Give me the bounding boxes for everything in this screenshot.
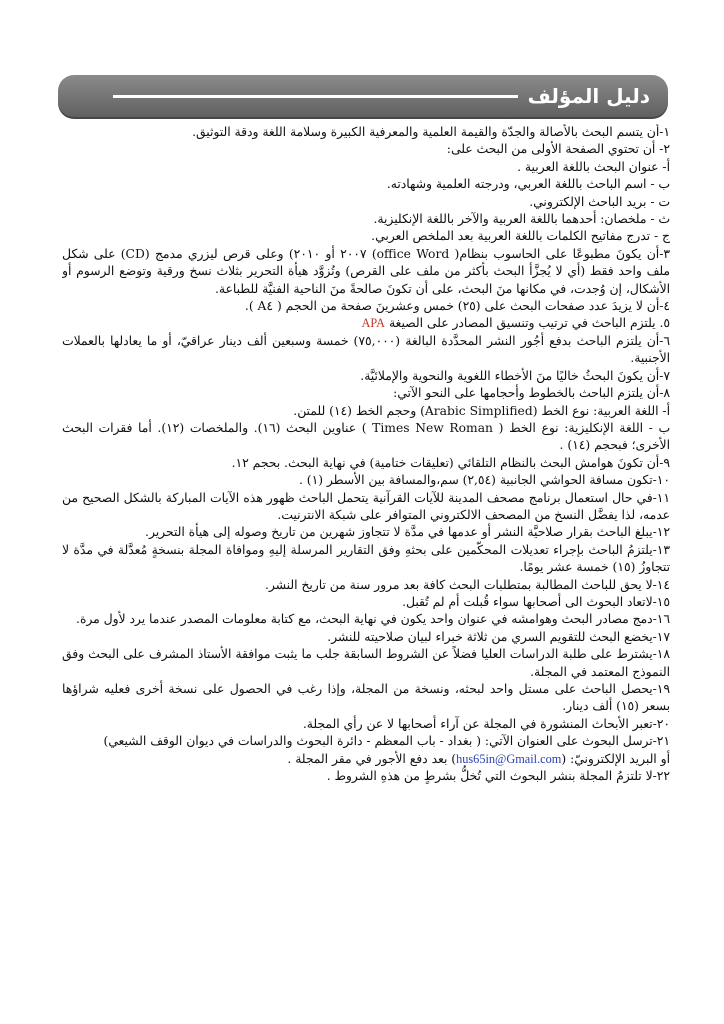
section-header	[113, 84, 650, 108]
guide-item-14: ١٤-لا يحق للباحث المطالبة بمتطلبات البحث كافة بعد مرور سنة من تاريخ النشر.	[264, 577, 670, 592]
guide-item-2e: ج - تدرج مفاتيح الكلمات باللغة العربية بعد الملخص العربي.	[371, 229, 670, 244]
guide-item-22: ٢٢-لا تلتزمُ المجلة بنشر البحوث التي تُخلُّ بشرطٍ من هذهِ الشروط .	[326, 769, 670, 784]
page-title: دليل المؤلف	[527, 84, 650, 108]
guide-item-11: ١١-في حال استعمال برنامج مصحف المدينة للآيات القرآنية يتحمل الباحث ظهور هذه الآيات المباركة بالشكل الصحيح من عدمه، لذا يفضَّل النسخ من المصحف الالكتروني المتوافر على شبكة الانترنيت.	[62, 490, 670, 522]
guide-item-16: ١٦-دمج مصادر البحث وهوامشه في عنوان واحد يكون في نهاية البحث، مع كتابة معلومات المصدر عندما يرد لأول مرة.	[76, 612, 670, 627]
guide-item-21: ٢١-ترسل البحوث على العنوان الآتي: ( بغداد - باب المعظم - دائرة البحوث والدراسات في ديوان الوقف الشيعي)	[103, 734, 670, 749]
guide-item-12: ١٢-يبلغ الباحث بقرار صلاحيَّة النشر أو عدمها في مدَّة لا تتجاوز شهرين من تاريخ وصوله إلى هيأة التحرير.	[145, 525, 670, 540]
guide-item-2a: أ- عنوان البحث باللغة العربية .	[517, 159, 670, 174]
guide-item-8b: ب - اللغة الإنكليزية: نوع الخط ( Times New Roman ) عناوين البحث (١٦). والملخصات (١٢). أما فقرات البحث الأخرى؛ فبحجم (١٤) .	[62, 420, 670, 453]
section-header-bar	[58, 75, 668, 119]
guide-item-5-text: ٥. يلتزم الباحث في ترتيب وتنسيق المصادر على الصيغة	[388, 316, 670, 331]
guide-item-1: ١-أن يتسم البحث بالأصالة والجدّة والقيمة العلمية والمعرفية الكبيرة وسلامة اللغة ودقة التوثيق.	[192, 125, 670, 139]
guide-item-6: ٦-أن يلتزم الباحث بدفع أجُور النشر المحدَّدة البالغة (٧٥,٠٠٠) خمسة وسبعين ألف دينار عراقيّ، أو ما يعادلها بالعملات الأجنبية.	[62, 333, 670, 366]
guide-item-8: ٨-أن يلتزم الباحث بالخطوط وأحجامها على النحو الآتي:	[393, 386, 670, 401]
email-link[interactable]: hus65in@Gmail.com	[456, 751, 562, 766]
guide-item-2b: ب - اسم الباحث باللغة العربي، ودرجته العلمية وشهادته.	[386, 177, 670, 192]
email-line-prefix: أو البريد الإلكترونيّ: (	[561, 751, 670, 766]
guide-item-18: ١٨-يشترط على طلبة الدراسات العليا فضلاً عن الشروط السابقة جلب ما يثبت موافقة الأستاذ المشرف على البحث وفق النموذج المعتمد في المجلة.	[62, 647, 670, 679]
guide-item-4: ٤-أن لا يزيدَ عدد صفحات البحث على (٢٥) خمس وعشرينَ صفحة من الحجم ( A٤ ).	[244, 299, 670, 314]
guide-item-2c: ت - بريد الباحث الإلكتروني.	[529, 194, 670, 209]
guide-item-19: ١٩-يحصل الباحث على مستل واحد لبحثه، ونسخة من المجلة، وإذا رغب في الحصول على نسخة أخرى فعليه شراؤها بسعر (١٥) ألف دينار.	[62, 682, 670, 714]
author-guide-body	[62, 124, 670, 1016]
guide-item-2d: ث - ملخصان: أحدهما باللغة العربية والآخر باللغة الإنكليزية.	[373, 212, 670, 227]
guide-item-8a: أ- اللغة العربية: نوع الخط (Arabic Simplified) وحجم الخط (١٤) للمتن.	[293, 403, 670, 418]
guide-item-7: ٧-أن يكونَ البحثُ خاليًا منَ الأخطاء اللغوية والنحوية والإملائيَّة.	[360, 368, 670, 383]
guide-item-9: ٩-أن تكونَ هوامش البحث بالنظام التلقائي (تعليقات ختامية) في نهاية البحث. بحجم ١٢.	[231, 455, 670, 470]
guide-item-20: ٢٠-تعبر الأبحاث المنشورة في المجلة عن آراء أصحابها لا عن رأي المجلة.	[302, 716, 670, 731]
guide-item-5	[62, 315, 670, 332]
guide-item-2: ٢- أن تحتوي الصفحة الأولى من البحث على:	[446, 142, 670, 157]
guide-item-21-email	[62, 751, 670, 768]
header-rule	[113, 95, 518, 98]
email-line-suffix: ) بعد دفع الأجور في مقر المجلة .	[287, 751, 457, 766]
guide-item-17: ١٧-يخضع البحث للتقويم السري من ثلاثة خبراء لبيان صلاحيته للنشر.	[327, 629, 670, 644]
guide-item-3: ٣-أن يكونَ مطبوعًا على الحاسوب بنظام( office Word) ٢٠٠٧ أو ٢٠١٠) وعلى قرص ليزري مدمج (CD) على شكل ملف واحد فقط (أي لا يُجزَّأ البحث بأكثر من ملف على القرص) وتُزوَّد هيأة التحرير بثلاث نسخ ورقية وتوضع الرسوم أو الأشكال، إن وُجدت، في مكانها منَ البحث، على أن تكونَ صالحةً منَ الناحية الفنيَّة للطباعة.	[62, 246, 670, 296]
guide-item-13: ١٣-يلتزمُ الباحث بإجراء تعديلات المحكّمين على بحثهِ وفق التقارير المرسلة إليهِ وموافاة المجلة بنسخةٍ مُعدَّلة في مدَّة لا تتجاوزُ (١٥) خمسة عشر يومًا.	[62, 542, 670, 575]
apa-style-note: APA	[361, 316, 386, 331]
guide-item-15: ١٥-لاتعاد البحوث الى أصحابها سواء قُبلت أم لم تُقبل.	[402, 594, 670, 609]
guide-item-10: ١٠-تكون مسافة الحواشي الجانبية (٢,٥٤) سم،والمسافة بين الأسطر (١) .	[298, 473, 670, 488]
